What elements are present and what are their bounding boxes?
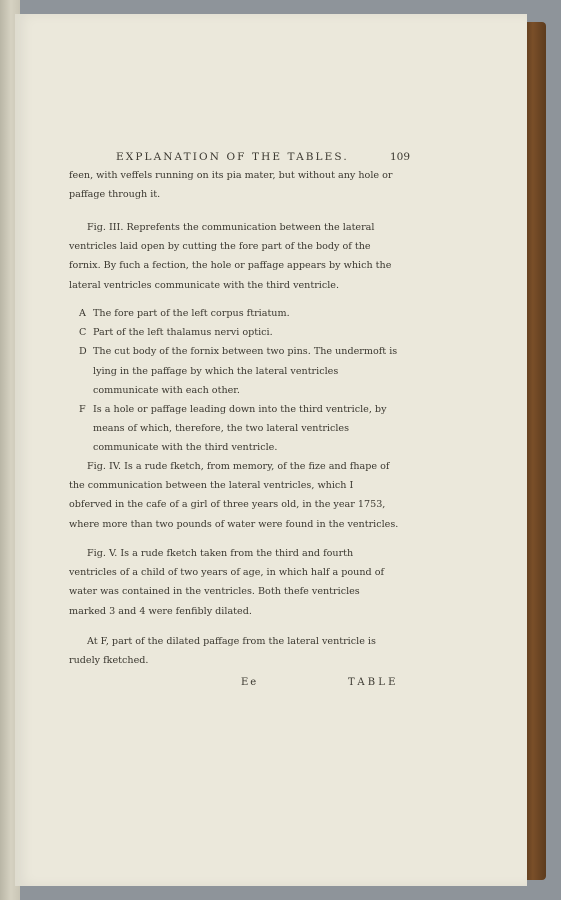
fig4-paragraph — [69, 457, 399, 534]
page-number: 109 — [389, 151, 410, 163]
key-text: The fore part of the left corpus ftriatum. — [93, 308, 290, 319]
key-letter: F — [79, 404, 86, 416]
fig5-paragraph — [69, 544, 399, 621]
fig4-body: Is a rude fketch, from memory, of the fize and fhape of the communication between the lateral ventricles, which I obferved in the cafe of a girl of three years old, in the year 1753, where more than two pounds of water were found in the ventricles. — [69, 461, 399, 530]
fig3-paragraph — [69, 218, 399, 295]
fig3-label: Fig. III. — [87, 222, 124, 233]
fig3-text — [69, 218, 399, 295]
fig4-text — [69, 457, 399, 534]
list-item — [79, 400, 404, 458]
final-paragraph — [69, 632, 399, 670]
signature-mark: Ee — [241, 677, 259, 688]
book-page — [15, 14, 527, 886]
fig4-label: Fig. IV. — [87, 461, 122, 472]
continuation-text: feen, with veffels running on its pia mater, but without any hole or paffage through it. — [69, 170, 393, 201]
key-letter: A — [79, 308, 86, 319]
list-item — [79, 323, 404, 342]
running-head — [116, 151, 410, 163]
key-text: The cut body of the fornix between two pins. The undermoft is lying in the paffage by which the lateral ventricles communicate with each other. — [93, 346, 398, 396]
fig5-body: Is a rude fketch taken from the third and fourth ventricles of a child of two years of age, in which half a pound of water was contained in the ventricles. Both thefe ventricles marked 3 and 4 were fenfibly dilated. — [69, 548, 385, 617]
fig5-text — [69, 544, 399, 621]
continuation-paragraph — [69, 166, 399, 204]
key-text: Is a hole or paffage leading down into the third ventricle, by means of which, therefore, the two lateral ventricles communicate with the third ventricle. — [93, 404, 387, 454]
list-item — [79, 304, 404, 323]
key-letter: C — [79, 327, 87, 339]
running-head-title: EXPLANATION OF THE TABLES. — [116, 151, 349, 163]
book-spine — [524, 22, 546, 880]
key-letter: D — [79, 346, 87, 358]
catchword: TABLE — [348, 677, 399, 688]
key-list — [79, 304, 404, 458]
fig3-body: Reprefents the communication between the lateral ventricles laid open by cutting the fore part of the body of the fornix. By fuch a fection, the hole or paffage appears by which the lateral ventricles communicate with the third ventricle. — [69, 222, 392, 291]
fig5-label: Fig. V. — [87, 548, 118, 559]
key-text: Part of the left thalamus nervi optici. — [93, 327, 273, 339]
list-item — [79, 342, 404, 400]
final-note: At F, part of the dilated paffage from the lateral ventricle is rudely fketched. — [69, 636, 376, 667]
